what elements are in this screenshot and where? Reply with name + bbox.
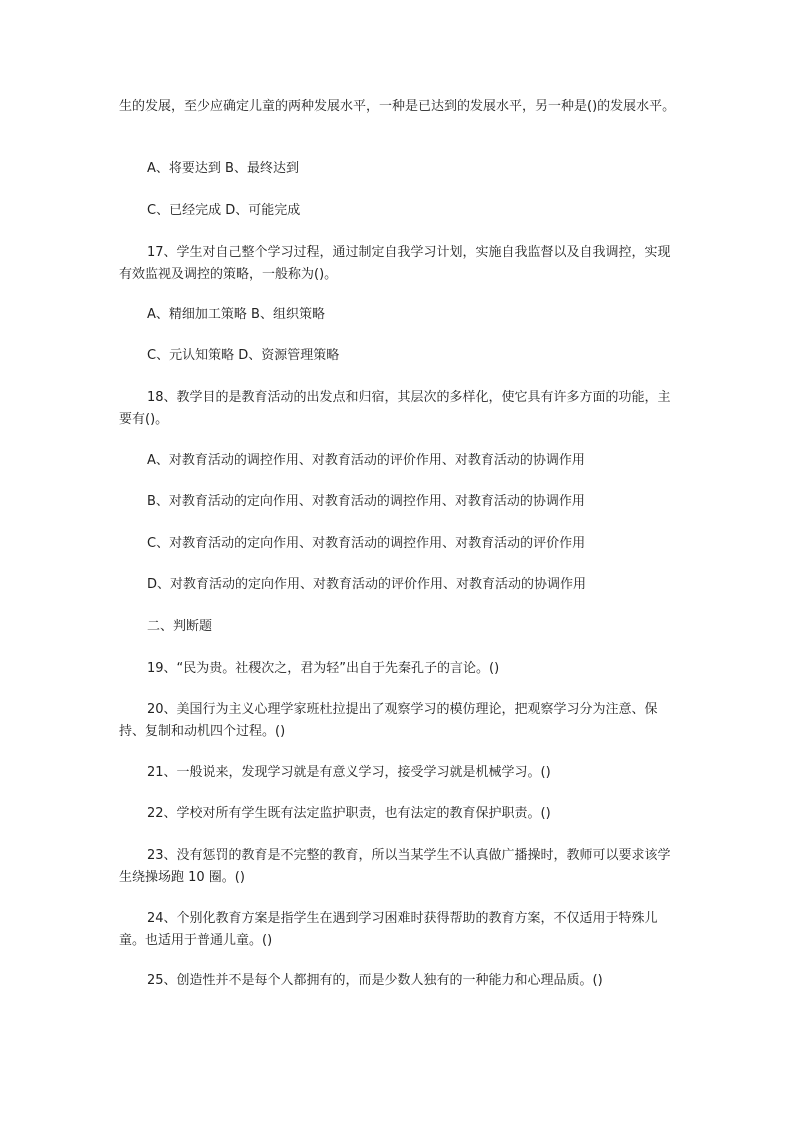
question-21-text: 21、一般说来，发现学习就是有意义学习，接受学习就是机械学习。() <box>147 765 551 780</box>
option-line: C、元认知策略 D、资源管理策略 <box>147 348 340 363</box>
question-17-text: 17、学生对自己整个学习过程，通过制定自我学习计划，实施自我监督以及自我调控，实现有效监视及调控的策略，一般称为()。 <box>119 245 671 282</box>
option-line: C、已经完成 D、可能完成 <box>147 203 301 218</box>
question-20-text: 20、美国行为主义心理学家班杜拉提出了观察学习的模仿理论，把观察学习分为注意、保持、复制和动机四个过程。() <box>119 702 658 739</box>
option-line: B、对教育活动的定向作用、对教育活动的调控作用、对教育活动的协调作用 <box>147 494 585 509</box>
question-23-text: 23、没有惩罚的教育是不完整的教育，所以当某学生不认真做广播操时，教师可以要求该学生绕操场跑 10 圈。() <box>119 848 671 885</box>
question-24-text: 24、个别化教育方案是指学生在遇到学习困难时获得帮助的教育方案，不仅适用于特殊儿童。也适用于普通儿童。() <box>119 911 658 948</box>
question-continuation-text: 生的发展，至少应确定儿童的两种发展水平，一种是已达到的发展水平，另一种是()的发展水平。 <box>119 99 676 114</box>
option-line: A、精细加工策略 B、组织策略 <box>147 307 325 322</box>
option-line: A、将要达到 B、最终达到 <box>147 161 299 176</box>
question-25-text: 25、创造性并不是每个人都拥有的，而是少数人独有的一种能力和心理品质。() <box>147 973 603 988</box>
question-18-text: 18、教学目的是教育活动的出发点和归宿，其层次的多样化，使它具有许多方面的功能，主要有()。 <box>119 390 671 427</box>
option-line: C、对教育活动的定向作用、对教育活动的调控作用、对教育活动的评价作用 <box>147 536 586 551</box>
section-heading: 二、判断题 <box>147 619 213 634</box>
option-line: D、对教育活动的定向作用、对教育活动的评价作用、对教育活动的协调作用 <box>147 577 587 592</box>
question-19-text: 19、“民为贵。社稷次之，君为轻”出自于先秦孔子的言论。() <box>147 661 500 676</box>
option-line: A、对教育活动的调控作用、对教育活动的评价作用、对教育活动的协调作用 <box>147 453 585 468</box>
question-22-text: 22、学校对所有学生既有法定监护职责，也有法定的教育保护职责。() <box>147 806 551 821</box>
